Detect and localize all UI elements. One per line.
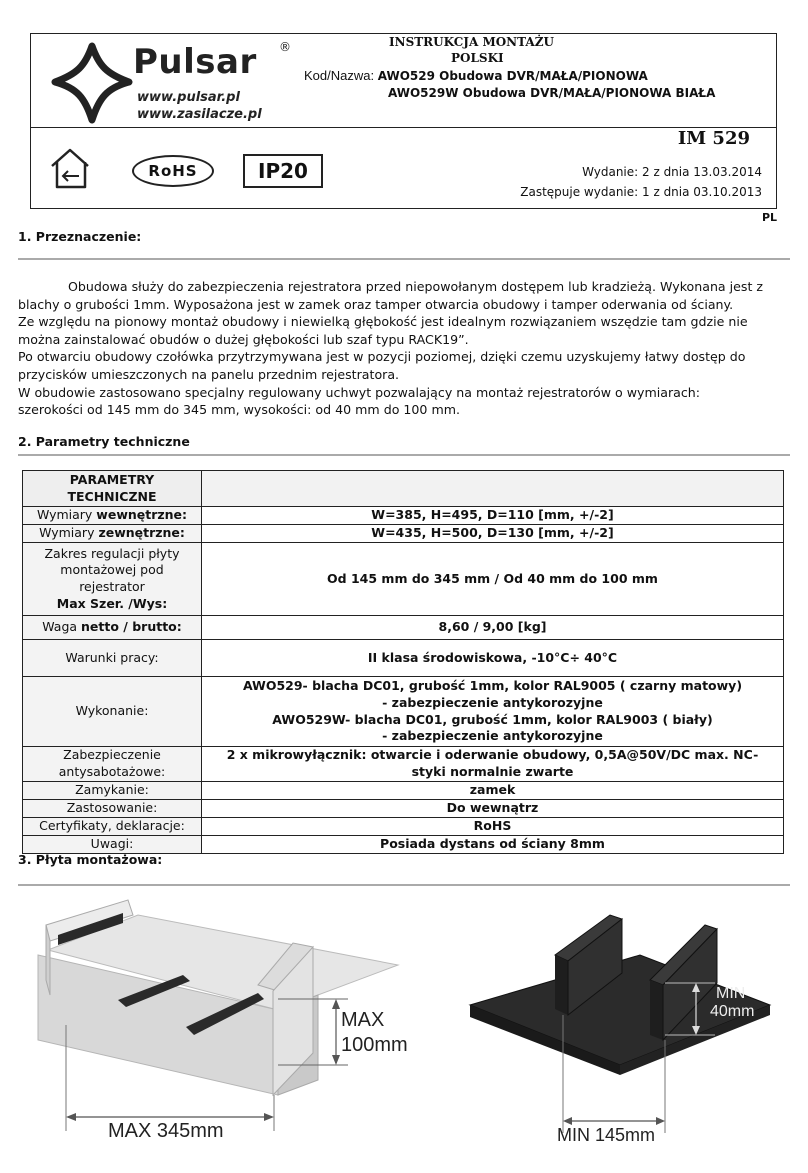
logo-url-zasilacze: www.zasilacze.pl — [137, 107, 262, 122]
table-header-empty — [202, 471, 784, 507]
param-label: Waga netto / brutto: — [23, 616, 202, 640]
document-id: IM 529 — [677, 128, 750, 149]
table-row — [23, 543, 784, 616]
text-line: przycisków umieszczonych na panelu przednim rejestratora. — [18, 366, 400, 382]
param-value: AWO529- blacha DC01, grubość 1mm, kolor RAL9005 ( czarny matowy) - zabezpieczenie antykorozyjne AWO529W- blacha DC01, grubość 1mm, kolor RAL9003 ( biały) - zabezpieczenie antykorozyjne — [202, 677, 784, 747]
table-header-row — [23, 471, 784, 507]
document-header — [30, 33, 777, 209]
table-row — [23, 677, 784, 747]
table-header-cell: PARAMETRY TECHNICZNE — [23, 471, 202, 507]
issue-info: Wydanie: 2 z dnia 13.03.2014 — [582, 165, 762, 179]
max-height-caption-1: MAX — [341, 1009, 385, 1031]
param-value: Od 145 mm do 345 mm / Od 40 mm do 100 mm — [202, 543, 784, 616]
product-code-label: Kod/Nazwa: — [304, 68, 375, 83]
param-value: zamek — [202, 782, 784, 800]
section-3-title: 3. Płyta montażowa: — [18, 852, 163, 867]
indoor-house-icon — [49, 146, 91, 190]
replaces-info: Zastępuje wydanie: 1 z dnia 03.10.2013 — [520, 185, 762, 199]
pulsar-logo — [47, 40, 297, 126]
table-row — [23, 836, 784, 854]
header-divider — [31, 127, 776, 128]
text-line: Po otwarciu obudowy czołówka przytrzymywana jest w pozycji poziomej, dzięki czemu uzyskujemy łatwy dostęp do — [18, 349, 746, 365]
text-line: W obudowie zastosowano specjalny regulowany uchwyt pozwalający na montaż rejestratorów o wymiarach: — [18, 384, 701, 400]
param-label: Wykonanie: — [23, 677, 202, 747]
param-label: Certyfikaty, deklaracje: — [23, 818, 202, 836]
param-value: W=435, H=500, D=130 [mm, +/-2] — [202, 525, 784, 543]
document-language: POLSKI — [451, 51, 504, 65]
param-label: Warunki pracy: — [23, 640, 202, 677]
param-label: Uwagi: — [23, 836, 202, 854]
section-2-rule — [18, 454, 790, 456]
section-2-title: 2. Parametry techniczne — [18, 434, 190, 449]
rohs-badge: RoHS — [132, 155, 214, 187]
document-title: INSTRUKCJA MONTAŻU — [389, 35, 554, 49]
min-height-caption-1: MIN — [716, 985, 746, 1002]
param-label: Zamykanie: — [23, 782, 202, 800]
product-code-name-1: AWO529 Obudowa DVR/MAŁA/PIONOWA — [377, 69, 648, 83]
min-height-caption-2: 40mm — [710, 1003, 755, 1020]
product-code-line-1 — [304, 68, 648, 83]
table-row — [23, 747, 784, 782]
param-label: Wymiary wewnętrzne: — [23, 507, 202, 525]
param-label: Zakres regulacji płyty montażowej pod rejestrator Max Szer. /Wys: — [23, 543, 202, 616]
table-row — [23, 525, 784, 543]
table-row — [23, 616, 784, 640]
text-line: Ze względu na pionowy montaż obudowy i niewielką głębokość jest idealnym rozwiązaniem wszędzie tam gdzie nie — [18, 314, 748, 330]
section-1-title: 1. Przeznaczenie: — [18, 229, 142, 244]
table-row — [23, 782, 784, 800]
param-label: Zastosowanie: — [23, 800, 202, 818]
param-value: Posiada dystans od ściany 8mm — [202, 836, 784, 854]
section-3-rule — [18, 884, 790, 886]
text-line: można zainstalować obudów o dużej głębokości lub szaf typu RACK19”. — [18, 331, 469, 347]
table-row — [23, 640, 784, 677]
logo-name: Pulsar — [133, 42, 257, 82]
param-label: Zabezpieczenie antysabotażowe: — [23, 747, 202, 782]
logo-registered-mark: ® — [279, 40, 291, 54]
text-line: Obudowa służy do zabezpieczenia rejestratora przed niepowołanym dostępem lub kradzieżą. Wykonana jest z — [68, 279, 764, 294]
product-code-line-2 — [388, 85, 715, 100]
param-value: 2 x mikrowyłącznik: otwarcie i oderwanie obudowy, 0,5A@50V/DC max. NC-styki normalnie zwarte — [202, 747, 784, 782]
section-1-text — [18, 278, 790, 419]
param-value: II klasa środowiskowa, -10°C÷ 40°C — [202, 640, 784, 677]
text-line: szerokości od 145 mm do 345 mm, wysokości: od 40 mm do 100 mm. — [18, 402, 460, 418]
max-height-caption-2: 100mm — [341, 1034, 408, 1056]
product-code-name-2: AWO529W Obudowa DVR/MAŁA/PIONOWA BIAŁA — [388, 86, 716, 100]
max-width-caption: MAX 345mm — [108, 1120, 224, 1142]
parameters-table — [22, 470, 784, 854]
param-value: W=385, H=495, D=110 [mm, +/-2] — [202, 507, 784, 525]
min-width-caption: MIN 145mm — [557, 1125, 656, 1145]
param-value: RoHS — [202, 818, 784, 836]
table-row — [23, 800, 784, 818]
language-code: PL — [762, 211, 778, 224]
section-1-rule — [18, 258, 790, 260]
table-row — [23, 507, 784, 525]
pulsar-star-icon — [47, 40, 137, 126]
text-line: blachy o grubości 1mm. Wyposażona jest w zamek oraz tamper otwarcia obudowy i tamper oderwania od ściany. — [18, 296, 734, 312]
param-value: 8,60 / 9,00 [kg] — [202, 616, 784, 640]
ip20-badge: IP20 — [243, 154, 323, 188]
logo-url-pulsar: www.pulsar.pl — [137, 90, 240, 105]
param-value: Do wewnątrz — [202, 800, 784, 818]
param-label: Wymiary zewnętrzne: — [23, 525, 202, 543]
table-row — [23, 818, 784, 836]
